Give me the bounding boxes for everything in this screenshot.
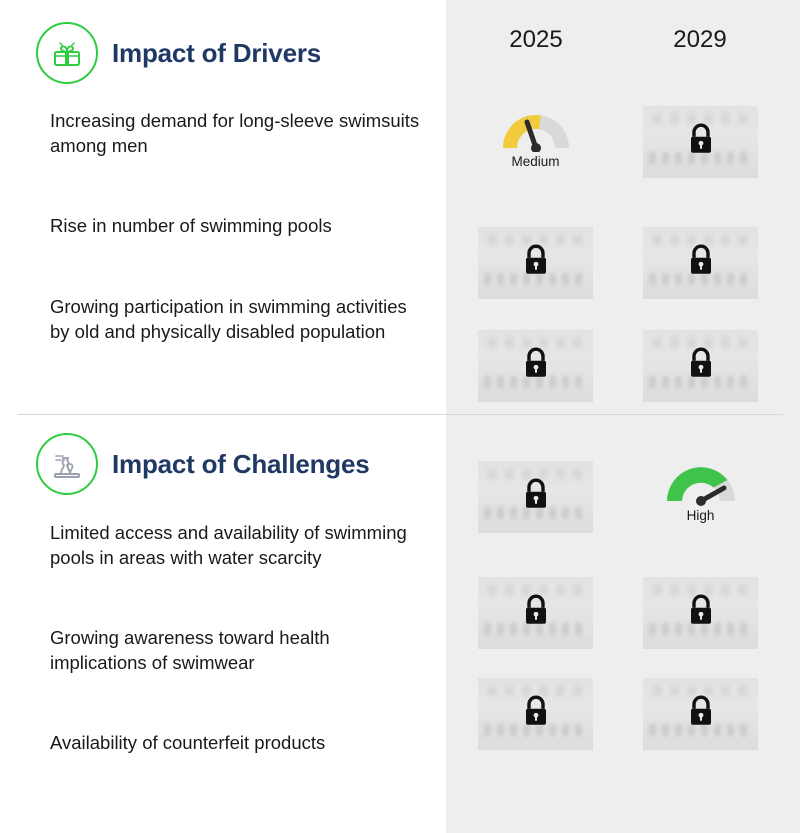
cell-drivers-2-2025[interactable] — [478, 227, 593, 299]
locked-placeholder[interactable] — [643, 227, 758, 299]
column-header-2029: 2029 — [673, 26, 727, 53]
challenge-item-3: Availability of counterfeit products — [50, 732, 326, 753]
locked-placeholder[interactable] — [478, 577, 593, 649]
cell-drivers-2-2029[interactable] — [643, 227, 758, 299]
locked-placeholder[interactable] — [478, 461, 593, 533]
locked-placeholder[interactable] — [478, 330, 593, 402]
cell-challenges-2-2029[interactable] — [643, 577, 758, 649]
locked-placeholder[interactable] — [643, 106, 758, 178]
challenges-badge-icon — [36, 433, 98, 495]
locked-placeholder[interactable] — [478, 678, 593, 750]
cell-drivers-3-2025[interactable] — [478, 330, 593, 402]
locked-placeholder[interactable] — [478, 227, 593, 299]
gauge-medium-label: Medium — [511, 154, 560, 169]
challenge-item-1: Limited access and availability of swimming pools in areas with water scarcity — [50, 522, 407, 568]
gauge-high — [643, 458, 758, 530]
cell-challenges-1-2029 — [643, 458, 758, 530]
challenges-heading — [36, 433, 370, 495]
lock-icon — [686, 346, 716, 385]
locked-placeholder[interactable] — [643, 577, 758, 649]
driver-item-3: Growing participation in swimming activities by old and physically disabled population — [50, 296, 407, 342]
cell-drivers-3-2029[interactable] — [643, 330, 758, 402]
locked-placeholder[interactable] — [643, 678, 758, 750]
gauge-high-label: High — [686, 508, 715, 523]
cell-challenges-3-2029[interactable] — [643, 678, 758, 750]
drivers-title: Impact of Drivers — [112, 37, 322, 68]
gauge-medium — [478, 106, 593, 178]
lock-icon — [686, 243, 716, 282]
lock-icon — [686, 593, 716, 632]
locked-placeholder[interactable] — [643, 330, 758, 402]
cell-challenges-3-2025[interactable] — [478, 678, 593, 750]
cell-drivers-1-2029[interactable] — [643, 106, 758, 178]
lock-icon — [521, 346, 551, 385]
column-header-2025: 2025 — [509, 26, 563, 53]
lock-icon — [521, 694, 551, 733]
lock-icon — [521, 477, 551, 516]
cell-drivers-1-2025 — [478, 106, 593, 178]
drivers-heading — [36, 22, 321, 84]
driver-item-2: Rise in number of swimming pools — [50, 215, 332, 236]
lock-icon — [521, 243, 551, 282]
cell-challenges-2-2025[interactable] — [478, 577, 593, 649]
drivers-badge-icon — [36, 22, 98, 84]
cell-challenges-1-2025[interactable] — [478, 461, 593, 533]
lock-icon — [521, 593, 551, 632]
challenge-item-2: Growing awareness toward health implications of swimwear — [50, 627, 330, 673]
section-drivers — [0, 0, 446, 414]
challenges-title: Impact of Challenges — [112, 448, 370, 479]
section-challenges — [0, 415, 446, 833]
lock-icon — [686, 122, 716, 161]
driver-item-1: Increasing demand for long-sleeve swimsuits among men — [50, 110, 420, 156]
lock-icon — [686, 694, 716, 733]
